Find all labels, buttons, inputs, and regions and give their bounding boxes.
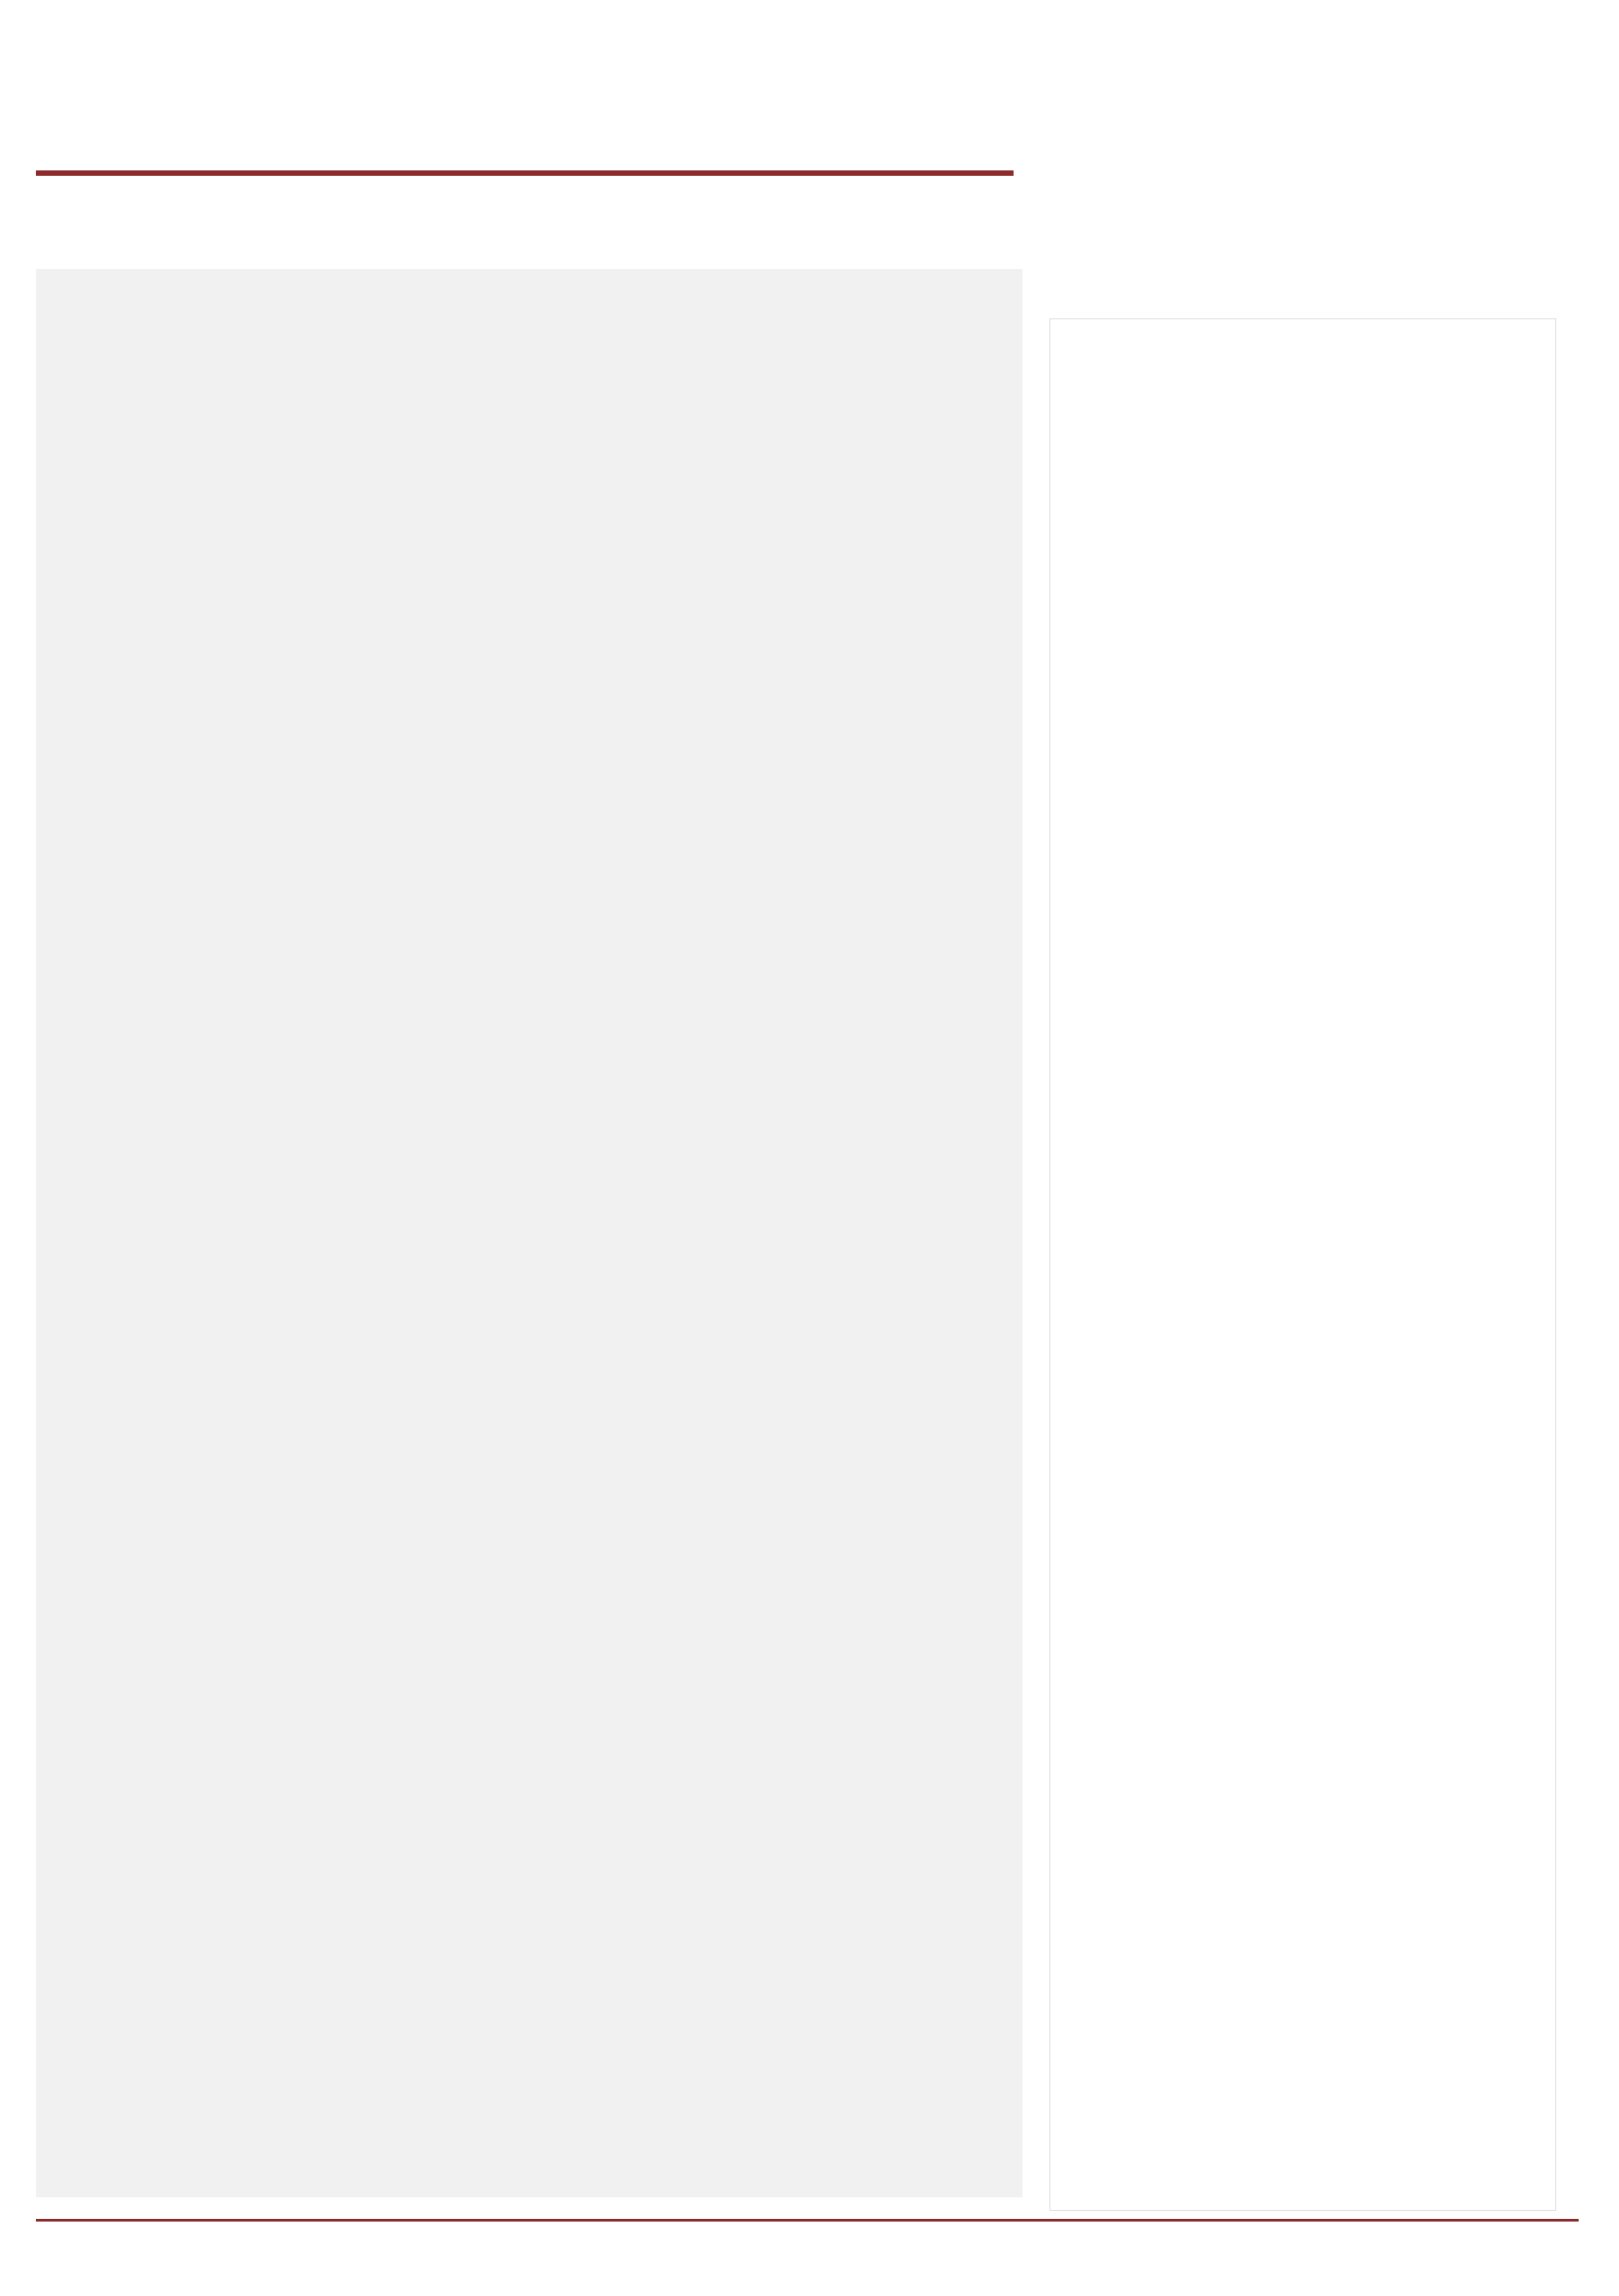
footer-rule xyxy=(36,2219,1579,2222)
right-panel xyxy=(1049,318,1556,2211)
left-panel-bg xyxy=(36,269,1023,2197)
header-rule xyxy=(36,170,1014,176)
